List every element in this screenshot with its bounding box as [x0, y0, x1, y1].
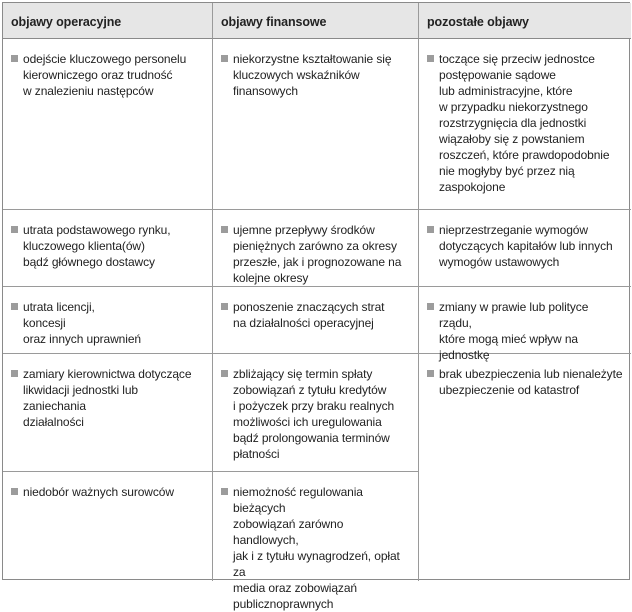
- symptoms-table: [2, 2, 630, 611]
- cell-text: niedobór ważnych surowców: [23, 485, 174, 499]
- square-bullet-icon: [427, 370, 434, 377]
- table-cell: [419, 354, 631, 581]
- table-cell: [213, 287, 419, 354]
- cell-text: toczące się przeciw jednostce postępowanie sądowe lub administracyjne, które w przypadku niekorzystnego rozstrzygnięcia dla jednostki wiązałoby się z powstaniem roszczeń, które prawdopodobnie nie mogłyby być przez nią zaspokojone: [439, 52, 610, 194]
- square-bullet-icon: [221, 226, 228, 233]
- table-cell: [419, 39, 631, 210]
- square-bullet-icon: [11, 226, 18, 233]
- table-cell: [419, 287, 631, 362]
- square-bullet-icon: [427, 303, 434, 310]
- square-bullet-icon: [221, 370, 228, 377]
- cell-text: brak ubezpieczenia lub nienależyte ubezpieczenie od katastrof: [439, 367, 623, 397]
- square-bullet-icon: [11, 488, 18, 495]
- cell-text: odejście kluczowego personelu kierowniczego oraz trudność w znalezieniu następców: [23, 52, 187, 98]
- square-bullet-icon: [11, 303, 18, 310]
- table-cell: [419, 210, 631, 287]
- header-other: pozostałe objawy: [419, 3, 631, 39]
- table-cell: [213, 472, 419, 611]
- square-bullet-icon: [221, 55, 228, 62]
- cell-text: utrata licencji, koncesji oraz innych uprawnień: [23, 300, 141, 346]
- table-cell: [3, 39, 213, 210]
- header-financial: objawy finansowe: [213, 3, 419, 39]
- cell-text: ujemne przepływy środków pieniężnych zarówno za okresy przeszłe, jak i prognozowane na kolejne okresy: [233, 223, 402, 285]
- cell-text: zbliżający się termin spłaty zobowiązań z tytułu kredytów i pożyczek przy braku realnych możliwości ich uregulowania bądź prolongowania terminów płatności: [233, 367, 395, 461]
- square-bullet-icon: [221, 488, 228, 495]
- square-bullet-icon: [427, 55, 434, 62]
- table-cell: [3, 287, 213, 354]
- cell-text: niekorzystne kształtowanie się kluczowych wskaźników finansowych: [233, 52, 392, 98]
- cell-text: niemożność regulowania bieżących zobowiązań zarówno handlowych, jak i z tytułu wynagrodzeń, opłat za media oraz zobowiązań publicznoprawnych: [233, 485, 400, 611]
- square-bullet-icon: [427, 226, 434, 233]
- table-cell: [213, 354, 419, 472]
- header-operational: objawy operacyjne: [3, 3, 213, 39]
- cell-text: zmiany w prawie lub polityce rządu, które mogą mieć wpływ na jednostkę: [439, 300, 589, 362]
- table-cell: [3, 354, 213, 472]
- cell-text: utrata podstawowego rynku, kluczowego klienta(ów) bądź głównego dostawcy: [23, 223, 171, 269]
- cell-text: zamiary kierownictwa dotyczące likwidacji jednostki lub zaniechania działalności: [23, 367, 192, 429]
- table-cell: [3, 210, 213, 287]
- table-cell: [213, 210, 419, 287]
- square-bullet-icon: [11, 370, 18, 377]
- square-bullet-icon: [11, 55, 18, 62]
- square-bullet-icon: [221, 303, 228, 310]
- cell-text: ponoszenie znaczących strat na działalności operacyjnej: [233, 300, 385, 330]
- table-cell: [3, 472, 213, 581]
- cell-text: nieprzestrzeganie wymogów dotyczących kapitałów lub innych wymogów ustawowych: [439, 223, 613, 269]
- table-cell: [213, 39, 419, 210]
